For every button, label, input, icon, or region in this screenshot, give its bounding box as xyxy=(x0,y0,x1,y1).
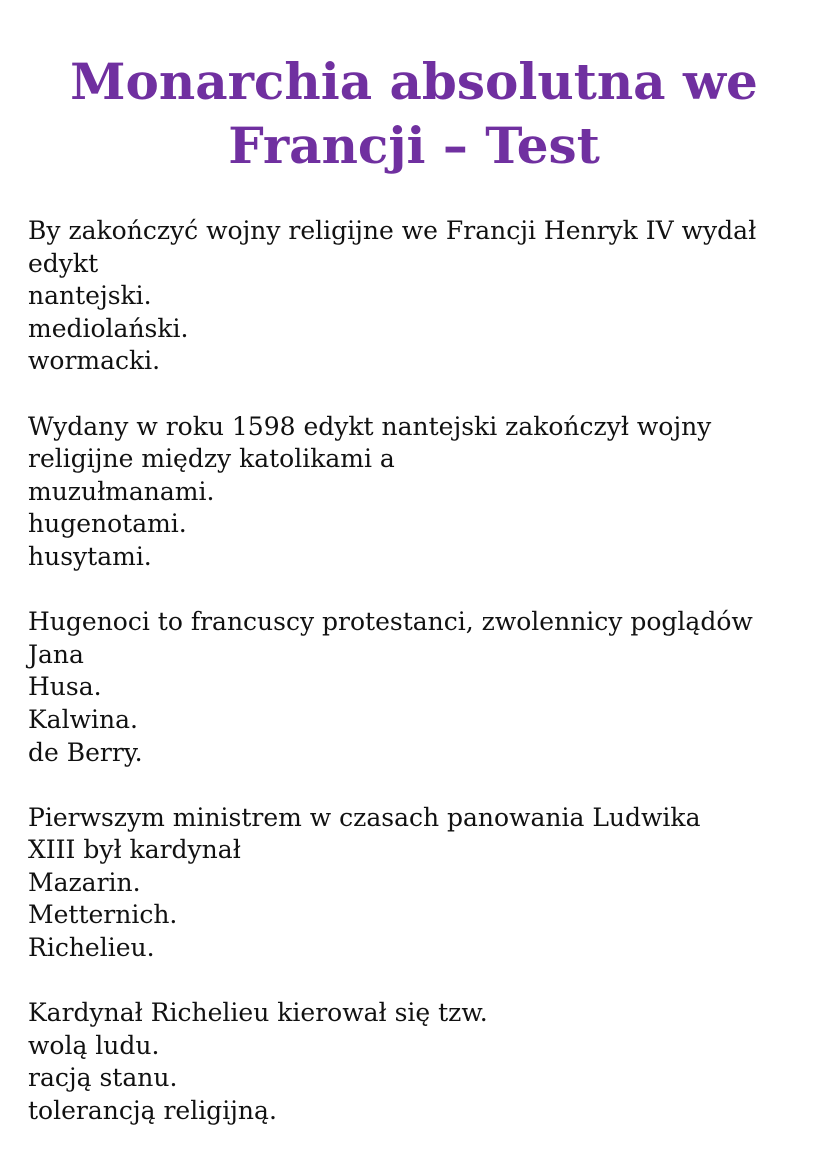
question-4-option-c: Richelieu. xyxy=(28,933,155,963)
question-2 xyxy=(28,411,818,574)
question-2-text-line-1: Wydany w roku 1598 edykt nantejski zakończył wojny xyxy=(28,411,712,441)
question-1-option-a: nantejski. xyxy=(28,281,152,311)
question-3-option-a: Husa. xyxy=(28,672,102,702)
question-1-option-b: mediolański. xyxy=(28,313,189,343)
page-title-line-1: Monarchia absolutna we xyxy=(70,52,758,111)
question-2-option-b: hugenotami. xyxy=(28,509,187,539)
question-1-text-line-1: By zakończyć wojny religijne we Francji Henryk IV wydał xyxy=(28,216,757,245)
question-2-text-line-2: religijne między katolikami a xyxy=(28,444,395,474)
question-4-option-b: Metternich. xyxy=(28,900,178,930)
question-list xyxy=(28,215,818,1160)
question-5-text-line-1: Kardynał Richelieu kierował się tzw. xyxy=(28,998,488,1028)
question-3-text-line-1: Hugenoci to francuscy protestanci, zwolennicy poglądów xyxy=(28,607,753,637)
question-2-option-c: husytami. xyxy=(28,541,152,571)
question-3-option-b: Kalwina. xyxy=(28,704,138,734)
question-3 xyxy=(28,606,818,769)
question-1-option-c: wormacki. xyxy=(28,346,161,376)
question-4-text-line-1: Pierwszym ministrem w czasach panowania Ludwika xyxy=(28,802,701,832)
question-4-option-a: Mazarin. xyxy=(28,867,141,897)
question-3-text-line-2: Jana xyxy=(28,639,84,669)
question-5-option-c: tolerancją religijną. xyxy=(28,1096,277,1126)
question-4-text-line-2: XIII był kardynał xyxy=(28,835,241,865)
question-5-option-a: wolą ludu. xyxy=(28,1030,160,1060)
page-title xyxy=(0,50,828,178)
question-4 xyxy=(28,802,818,965)
question-1 xyxy=(28,215,818,378)
question-5-option-b: racją stanu. xyxy=(28,1063,178,1093)
question-5 xyxy=(28,997,818,1127)
question-2-option-a: muzułmanami. xyxy=(28,476,215,506)
question-1-text-line-2: edykt xyxy=(28,248,99,278)
page-title-line-2: Francji – Test xyxy=(228,116,600,175)
question-3-option-c: de Berry. xyxy=(28,737,143,767)
